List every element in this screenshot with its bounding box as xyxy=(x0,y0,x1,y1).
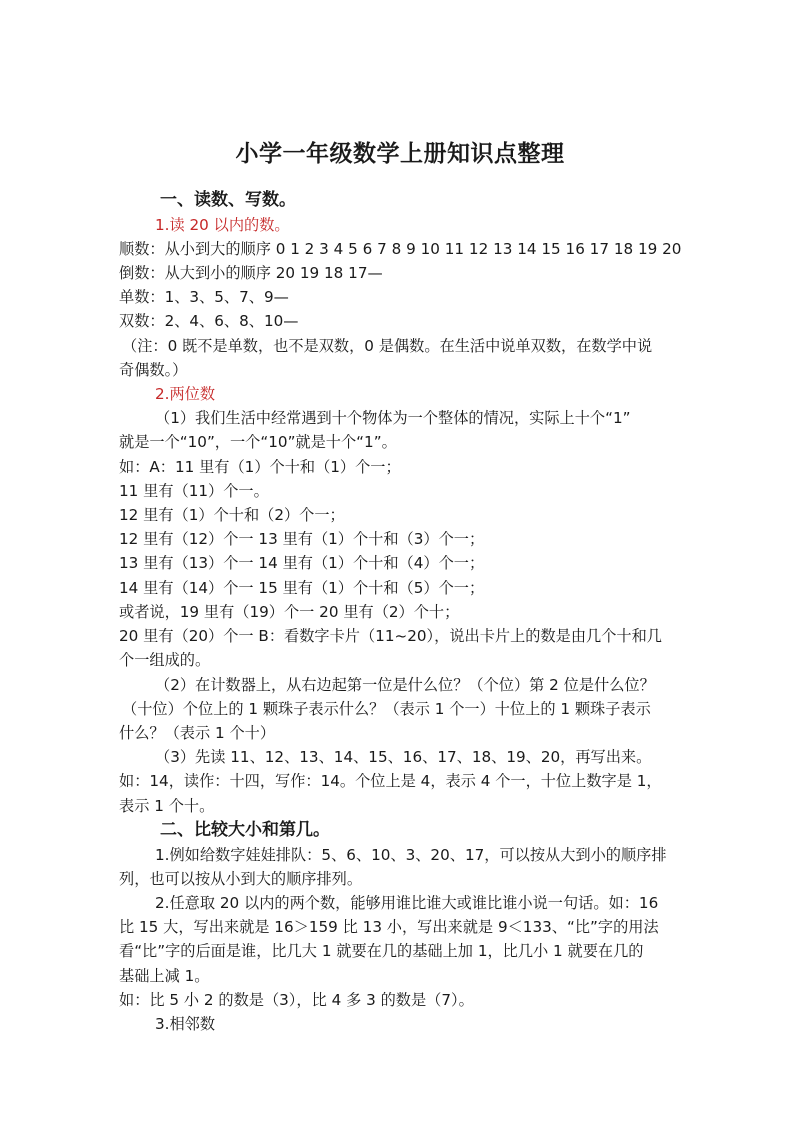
text-line: （注：0 既不是单数，也不是双数，0 是偶数。在生活中说单双数，在数学中说 xyxy=(122,337,653,355)
text-line: 12 里有（1）个十和（2）个一； xyxy=(119,506,345,524)
text-line: （2）在计数器上，从右边起第一位是什么位？（个位）第 2 位是什么位？ xyxy=(155,676,655,694)
section1-heading: 一、读数、写数。 xyxy=(160,190,296,210)
text-line: （3）先读 11、12、13、14、15、16、17、18、19、20，再写出来。 xyxy=(155,748,652,766)
text-line: 双数：2、4、6、8、10— xyxy=(119,312,299,330)
text-line: 就是一个“10”，一个“10”就是十个“1”。 xyxy=(119,433,397,451)
text-line: 看“比”字的后面是谁，比几大 1 就要在几的基础上加 1，比几小 1 就要在几的 xyxy=(119,942,644,960)
text-line: 11 里有（11）个一。 xyxy=(119,482,269,500)
document-title: 小学一年级数学上册知识点整理 xyxy=(235,141,565,167)
text-line: 20 里有（20）个一 B：看数字卡片（11~20），说出卡片上的数是由几个十和几 xyxy=(119,627,662,645)
section1-subheading-1: 1.读 20 以内的数。 xyxy=(155,216,290,234)
text-line: 3.相邻数 xyxy=(155,1015,216,1033)
text-line: （1）我们生活中经常遇到十个物体为一个整体的情况，实际上十个“1” xyxy=(155,409,631,427)
text-line: 基础上减 1。 xyxy=(119,967,210,985)
text-line: （十位）个位上的 1 颗珠子表示什么？（表示 1 个一）十位上的 1 颗珠子表示 xyxy=(122,700,651,718)
text-line: 2.任意取 20 以内的两个数，能够用谁比谁大或谁比谁小说一句话。如：16 xyxy=(155,894,659,912)
text-line: 如：A：11 里有（1）个十和（1）个一； xyxy=(119,458,401,476)
text-line: 1.例如给数字娃娃排队：5、6、10、3、20、17，可以按从大到小的顺序排 xyxy=(155,846,667,864)
text-line: 表示 1 个十。 xyxy=(119,797,215,815)
text-line: 列，也可以按从小到大的顺序排列。 xyxy=(119,870,362,888)
text-line: 奇偶数。） xyxy=(119,361,188,379)
text-line: 13 里有（13）个一 14 里有（1）个十和（4）个一； xyxy=(119,554,485,572)
text-line: 如：比 5 小 2 的数是（3），比 4 多 3 的数是（7）。 xyxy=(119,991,474,1009)
text-line: 14 里有（14）个一 15 里有（1）个十和（5）个一； xyxy=(119,579,485,597)
text-line: 什么？（表示 1 个十） xyxy=(119,724,276,742)
section1-subheading-2: 2.两位数 xyxy=(155,385,216,403)
text-line: 如：14，读作：十四，写作：14。个位上是 4，表示 4 个一，十位上数字是 1， xyxy=(119,772,662,790)
text-line: 单数：1、3、5、7、9— xyxy=(119,288,289,306)
section2-heading: 二、比较大小和第几。 xyxy=(160,820,330,840)
text-line: 顺数：从小到大的顺序 0 1 2 3 4 5 6 7 8 9 10 11 12 13 14 15 16 17 18 19 20 xyxy=(119,240,682,258)
text-line: 个一组成的。 xyxy=(119,651,211,669)
text-line: 比 15 大，写出来就是 16＞159 比 13 小，写出来就是 9＜133、“比”字的用法 xyxy=(119,918,659,936)
text-line: 或者说，19 里有（19）个一 20 里有（2）个十； xyxy=(119,603,460,621)
text-line: 12 里有（12）个一 13 里有（1）个十和（3）个一； xyxy=(119,530,485,548)
text-line: 倒数：从大到小的顺序 20 19 18 17— xyxy=(119,264,383,282)
